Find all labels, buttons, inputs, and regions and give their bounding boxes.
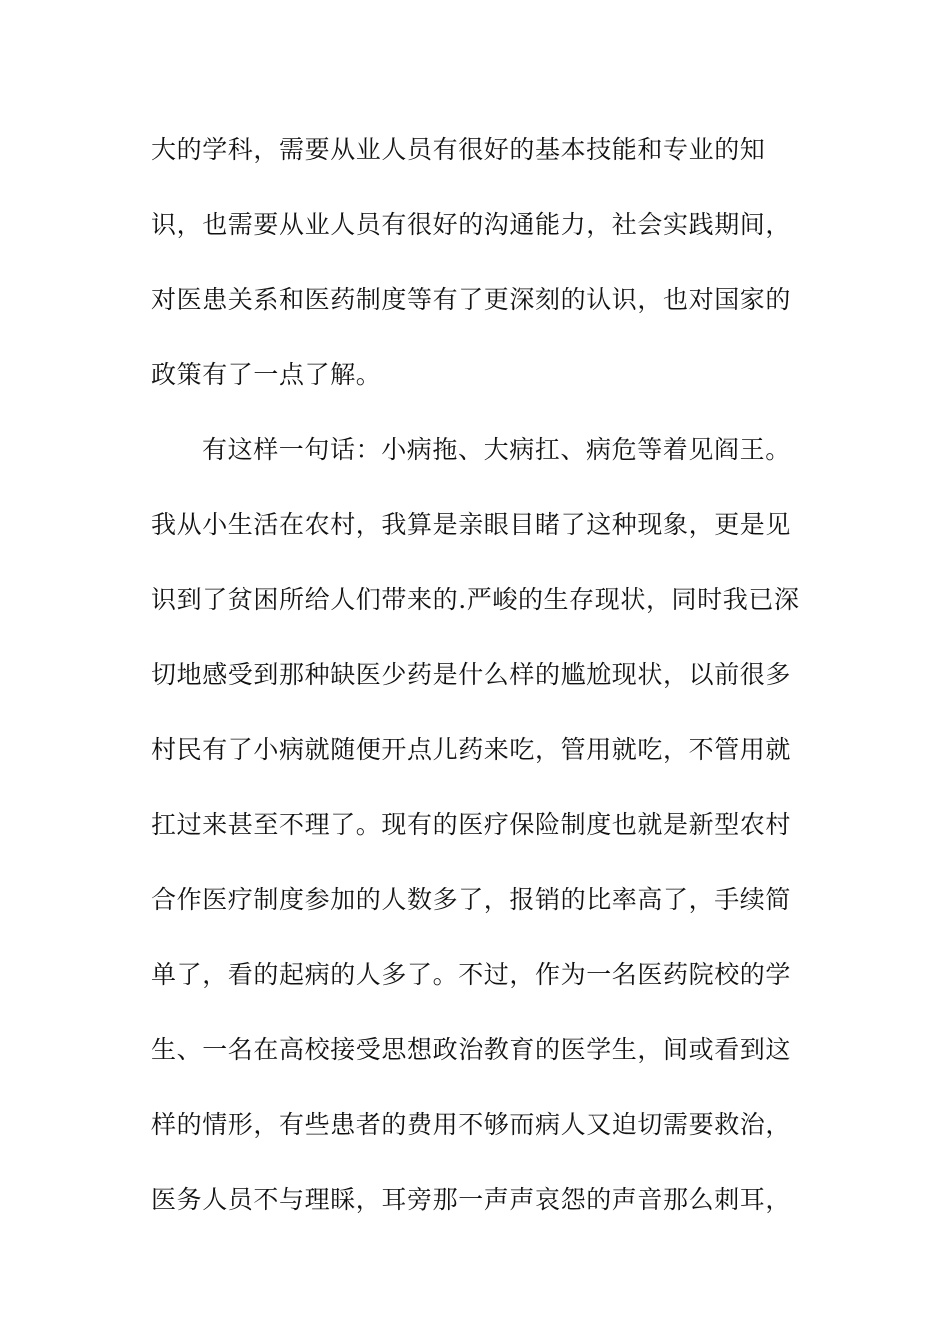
text-line: 识到了贫困所给人们带来的.严峻的生存现状，同时我已深	[151, 585, 800, 614]
text-line: 扛过来甚至不理了。现有的医疗保险制度也就是新型农村	[151, 810, 792, 839]
text-line: 对医患关系和医药制度等有了更深刻的认识，也对国家的	[151, 285, 792, 314]
text-line: 我从小生活在农村，我算是亲眼目睹了这种现象，更是见	[151, 510, 792, 539]
text-line: 识，也需要从业人员有很好的沟通能力，社会实践期间，	[151, 210, 792, 239]
text-line: 单了，看的起病的人多了。不过，作为一名医药院校的学	[151, 960, 792, 989]
text-line: 样的情形，有些患者的费用不够而病人又迫切需要救治，	[151, 1110, 792, 1139]
text-line: 政策有了一点了解。	[151, 360, 382, 389]
text-line: 医务人员不与理睬，耳旁那一声声哀怨的声音那么刺耳，	[151, 1185, 792, 1214]
text-line: 合作医疗制度参加的人数多了，报销的比率高了，手续简	[151, 885, 792, 914]
text-line: 生、一名在高校接受思想政治教育的医学生，间或看到这	[151, 1035, 792, 1064]
text-line: 村民有了小病就随便开点儿药来吃，管用就吃，不管用就	[151, 735, 792, 764]
text-line: 切地感受到那种缺医少药是什么样的尴尬现状，以前很多	[151, 660, 792, 689]
text-line: 大的学科，需要从业人员有很好的基本技能和专业的知	[151, 135, 766, 164]
paragraph-first-line: 有这样一句话：小病拖、大病扛、病危等着见阎王。	[202, 435, 791, 464]
